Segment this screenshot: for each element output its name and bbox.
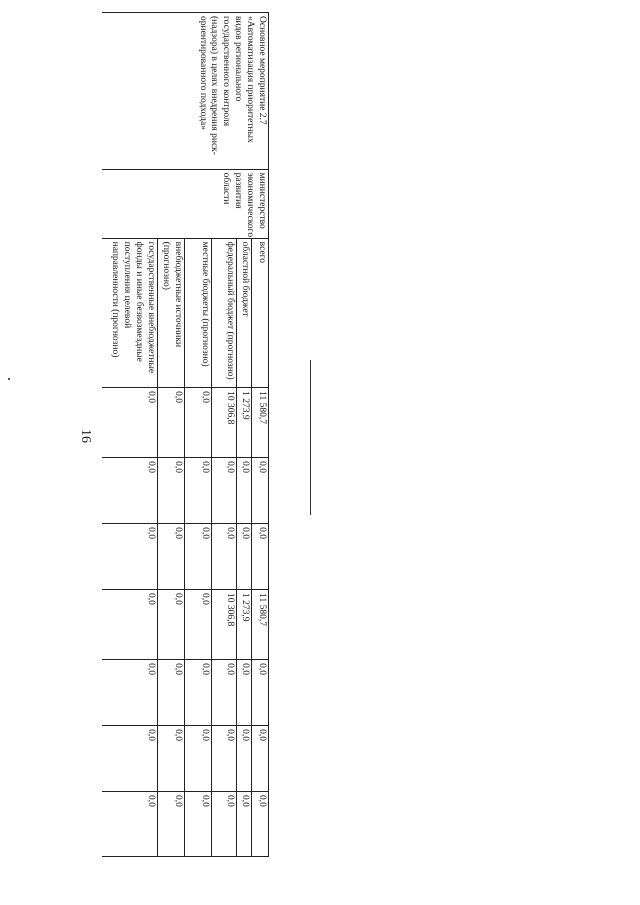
responsible-executor: министерство экономического развития области: [102, 169, 269, 238]
value-cell: 0,0: [158, 726, 185, 792]
value-cell: 0,0: [102, 726, 158, 792]
value-cell: 10 306,8: [212, 388, 237, 458]
value-cell: 0,0: [102, 660, 158, 726]
value-cell: 0,0: [185, 388, 212, 458]
value-cell: 0,0: [158, 660, 185, 726]
budget-table: [102, 12, 269, 857]
value-cell: 0,0: [252, 458, 269, 524]
event-title: Основное мероприятие 2.7 «Автоматизация приоритетных видов регионального государственного контроля (надзора) в целях внедрения риск-ориентированного подхода»: [102, 13, 269, 170]
value-cell: 0,0: [252, 726, 269, 792]
value-cell: 0,0: [102, 524, 158, 590]
value-cell: 11 580,7: [252, 590, 269, 660]
value-cell: 0,0: [185, 792, 212, 857]
value-cell: 0,0: [185, 458, 212, 524]
separator-line: [310, 360, 311, 515]
value-cell: 0,0: [212, 660, 237, 726]
value-cell: 0,0: [102, 792, 158, 857]
value-cell: 0,0: [212, 726, 237, 792]
value-cell: 0,0: [237, 660, 252, 726]
value-cell: 0,0: [185, 726, 212, 792]
value-cell: 0,0: [252, 660, 269, 726]
value-cell: 0,0: [158, 388, 185, 458]
funding-source: внебюджетные источники (прогнозно): [158, 238, 185, 387]
value-cell: 1 273,9: [237, 388, 252, 458]
value-cell: 0,0: [237, 726, 252, 792]
value-cell: 0,0: [158, 458, 185, 524]
value-cell: 0,0: [158, 792, 185, 857]
value-cell: 11 580,7: [252, 388, 269, 458]
value-cell: 10 306,8: [212, 590, 237, 660]
scan-speck: [8, 378, 10, 380]
value-cell: 0,0: [237, 792, 252, 857]
value-cell: 0,0: [237, 458, 252, 524]
page-number: 16: [78, 429, 93, 443]
value-cell: 0,0: [185, 524, 212, 590]
value-cell: 0,0: [252, 524, 269, 590]
value-cell: 0,0: [102, 388, 158, 458]
value-cell: 0,0: [102, 590, 158, 660]
value-cell: 0,0: [237, 524, 252, 590]
value-cell: 0,0: [212, 458, 237, 524]
value-cell: 0,0: [212, 792, 237, 857]
value-cell: 1 273,9: [237, 590, 252, 660]
value-cell: 0,0: [185, 660, 212, 726]
value-cell: 0,0: [185, 590, 212, 660]
funding-source: областной бюджет: [237, 238, 252, 387]
value-cell: 0,0: [252, 792, 269, 857]
value-cell: 0,0: [102, 458, 158, 524]
table-wrapper: [102, 12, 269, 857]
table-row: [252, 13, 269, 857]
funding-source: государственные внебюджетные фонды и иные безвозмездные поступления целевой направленности (прогнозно): [102, 238, 158, 387]
funding-source: всего: [252, 238, 269, 387]
funding-source: местные бюджеты (прогнозно): [185, 238, 212, 387]
value-cell: 0,0: [212, 524, 237, 590]
funding-source: федеральный бюджет (прогнозно): [212, 238, 237, 387]
value-cell: 0,0: [158, 590, 185, 660]
value-cell: 0,0: [158, 524, 185, 590]
